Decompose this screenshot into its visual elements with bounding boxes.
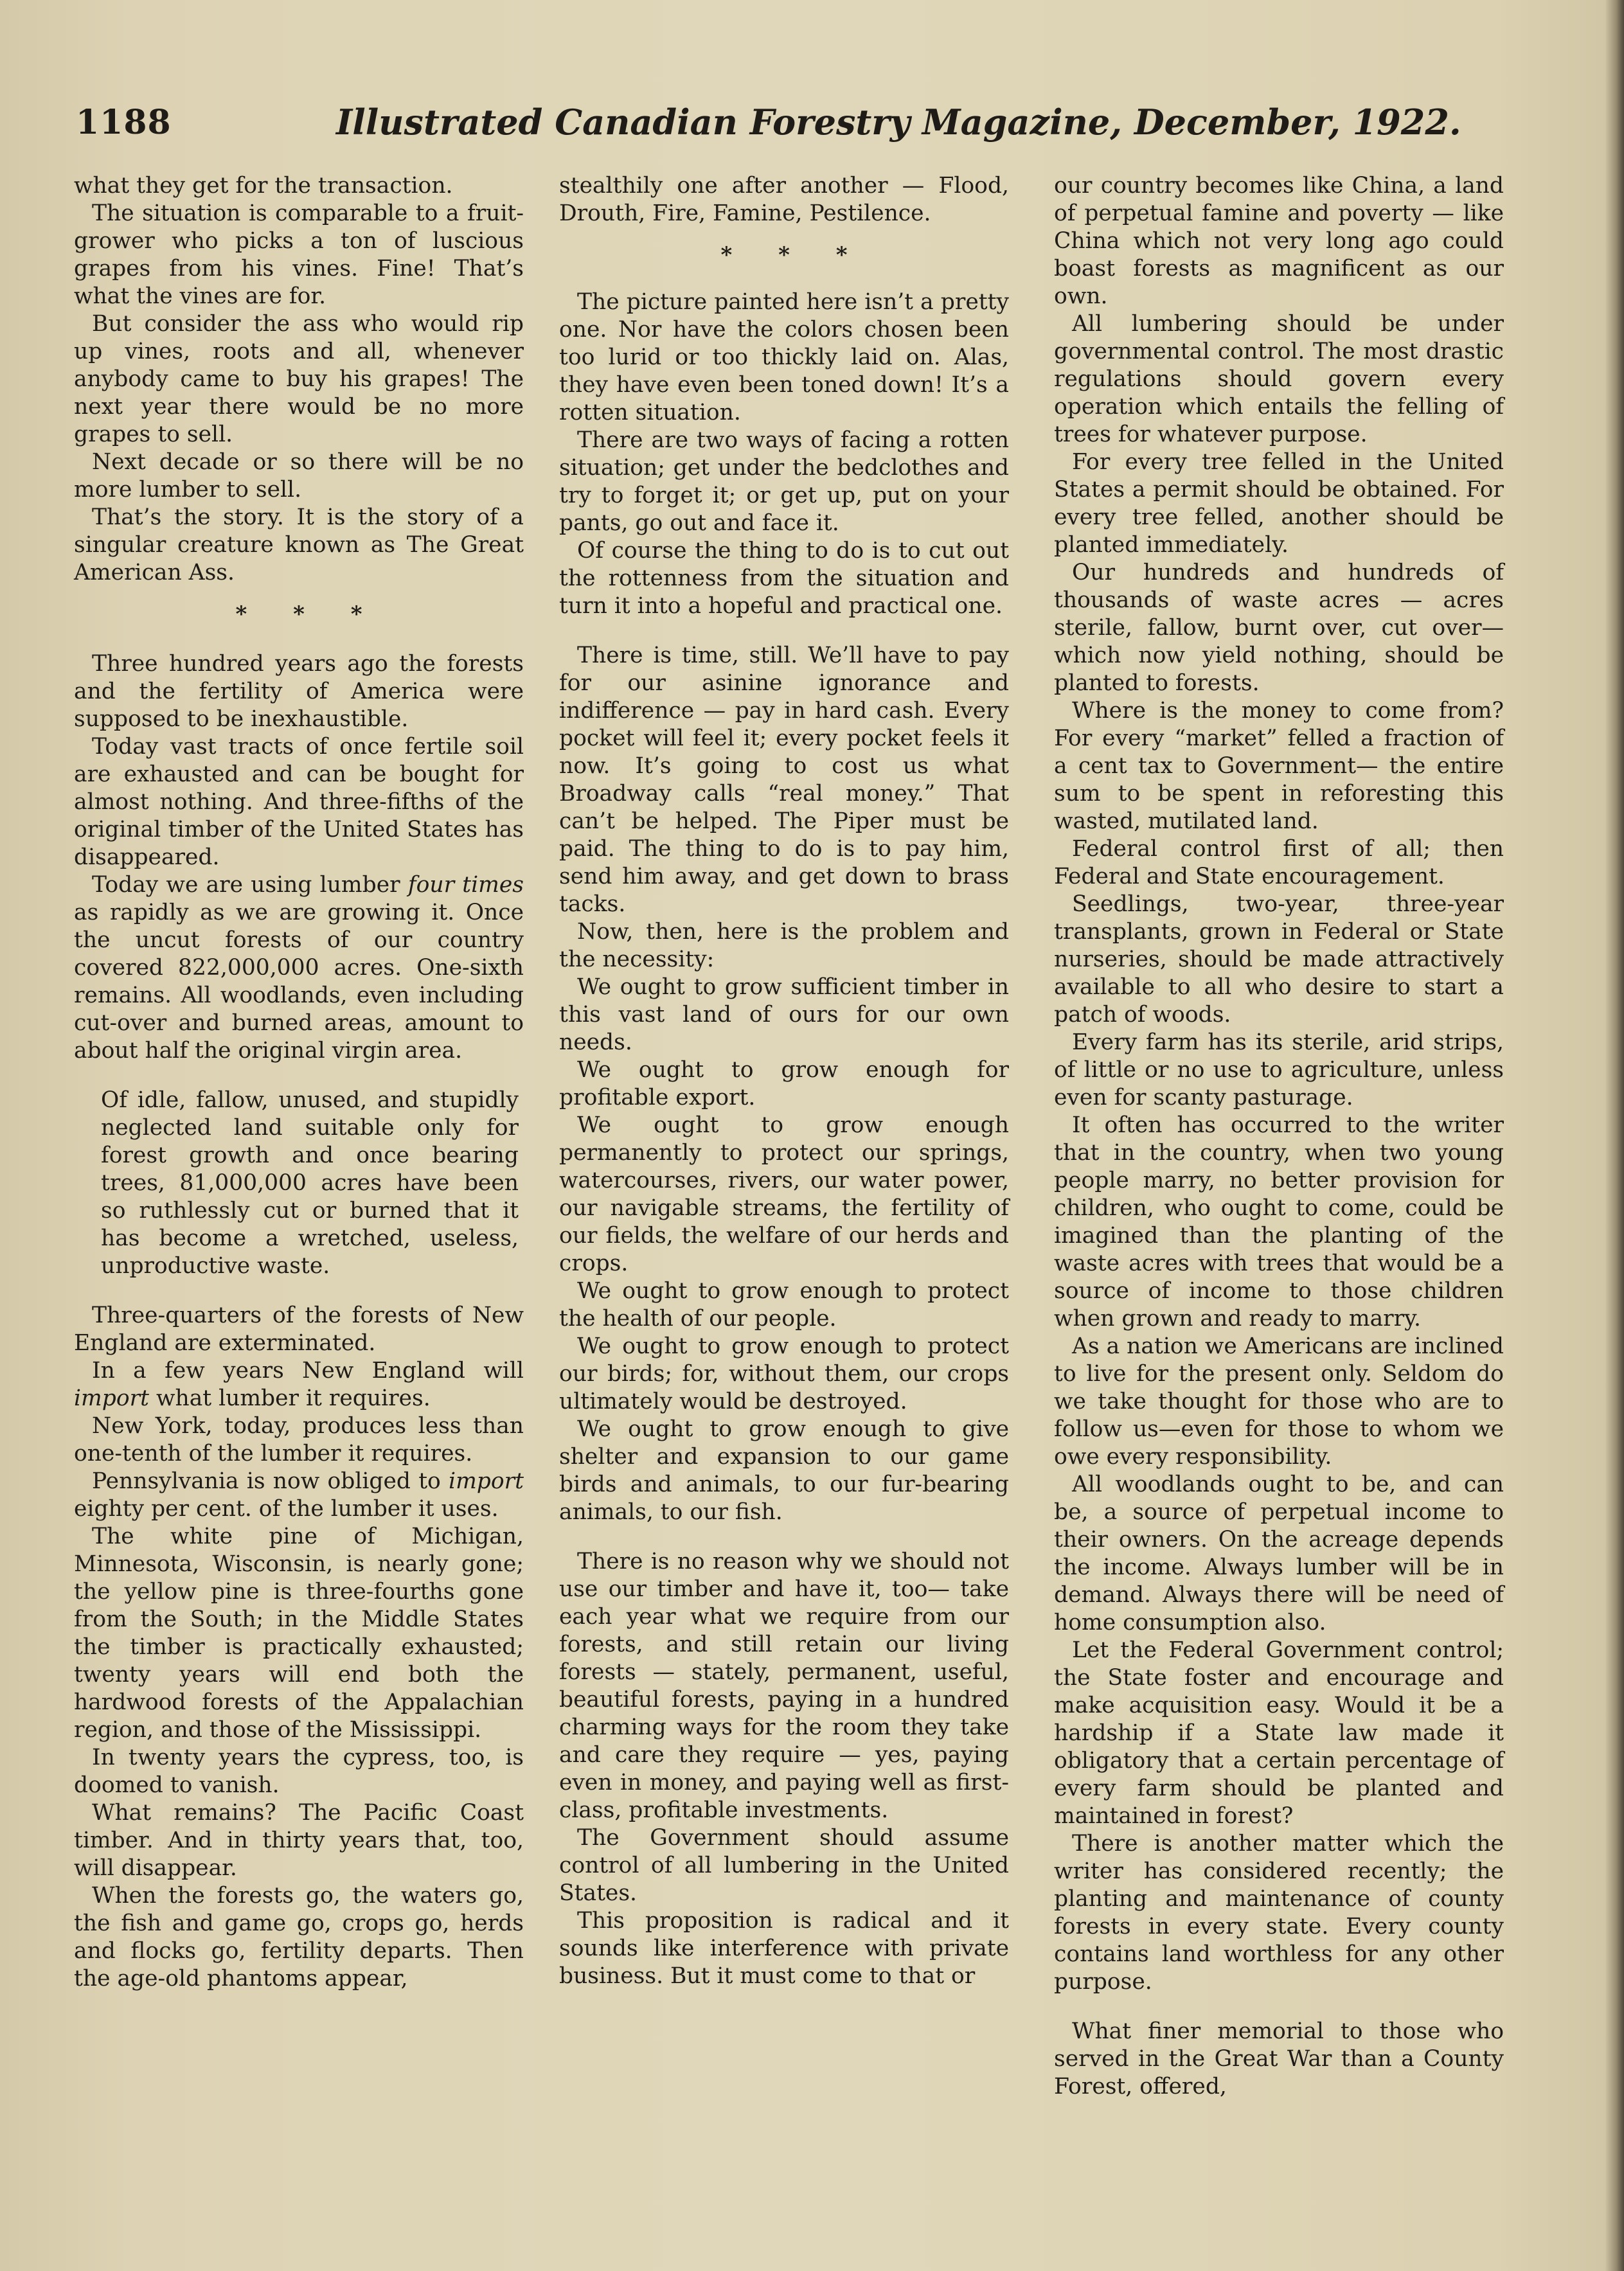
- paragraph: [74, 1357, 524, 1412]
- paragraph: This proposition is radical and it sounds like interference with private business. But it must come to that or: [559, 1908, 1009, 1989]
- paragraph: Every farm has its sterile, arid strips, of little or no use to agriculture, unless even for scanty pasturage.: [1054, 1029, 1504, 1110]
- paragraph: We ought to grow enough to give shelter and expansion to our game birds and animals, to our fur-bearing animals, to our fish.: [559, 1416, 1009, 1525]
- section-separator: * * *: [720, 242, 867, 268]
- paragraph: The white pine of Michigan, Minnesota, Wisconsin, is nearly gone; the yellow pine is three-fourths gone from the South; in the Middle States the timber is practically exhausted; twenty years will end both the hardwood forests of the Appalachian region, and those of the Mississippi.: [74, 1524, 524, 1743]
- paragraph: Now, then, here is the problem and the necessity:: [559, 919, 1009, 972]
- paragraph: New York, today, produces less than one-tenth of the lumber it requires.: [74, 1413, 524, 1466]
- emphasis: import: [449, 1468, 524, 1494]
- paragraph: The picture painted here isn’t a pretty one. Nor have the colors chosen been too lurid or too thickly laid on. Alas, they have even been toned down! It’s a rotten situation.: [559, 289, 1009, 425]
- text-column-2: [559, 172, 1009, 1990]
- paragraph: what they get for the transaction.: [74, 173, 453, 199]
- paragraph: We ought to grow enough for profitable export.: [559, 1057, 1009, 1110]
- paragraph: Of course the thing to do is to cut out the rottenness from the situation and turn it into a hopeful and practical one.: [559, 538, 1009, 619]
- paragraph: What remains? The Pacific Coast timber. And in thirty years that, too, will disappear.: [74, 1800, 524, 1881]
- paragraph: We ought to grow enough permanently to protect our springs, watercourses, rivers, our water power, our navigable streams, the fertility of our fields, the welfare of our herds and crops.: [559, 1112, 1009, 1276]
- paragraph: As a nation we Americans are inclined to live for the present only. Seldom do we take thought for those who are to follow us—even for those to whom we owe every responsibility.: [1054, 1333, 1504, 1470]
- paragraph: When the forests go, the waters go, the fish and game go, crops go, herds and flocks go, fertility departs. Then the age-old phantoms appear,: [74, 1883, 524, 1991]
- paragraph: It often has occurred to the writer that in the country, when two young people marry, no better provision for children, who ought to come, could be imagined than the planting of the waste acres with trees that would be a source of income to those children when grown and ready to marry.: [1054, 1112, 1504, 1331]
- paragraph: [74, 1468, 524, 1523]
- paragraph: Today vast tracts of once fertile soil are exhausted and can be bought for almost nothing. And three-fifths of the original timber of the United States has disappeared.: [74, 734, 524, 870]
- paragraph: our country becomes like China, a land of perpetual famine and poverty — like China which not very long ago could boast forests as magnificent as our own.: [1054, 173, 1504, 309]
- paragraph: Where is the money to come from? For every “market” felled a fraction of a cent tax to Government— the entire sum to be spent in reforesting this wasted, mutilated land.: [1054, 698, 1504, 834]
- text-run: Today we are using lumber: [92, 872, 400, 898]
- paragraph: We ought to grow enough to protect the health of our people.: [559, 1278, 1009, 1331]
- section-separator: * * *: [235, 601, 382, 627]
- text-run: In a few years New England will: [92, 1358, 524, 1384]
- paragraph: Federal control first of all; then Federal and State encouragement.: [1054, 836, 1504, 889]
- paragraph: What finer memorial to those who served in the Great War than a County Forest, offered,: [1054, 2018, 1504, 2099]
- text-run: Pennsylvania is now obliged to: [92, 1468, 441, 1494]
- text-run: what lumber it requires.: [156, 1385, 431, 1411]
- paragraph: There is no reason why we should not use our timber and have it, too— take each year what we require from our forests, and still retain our living forests — stately, permanent, useful, beautiful forests, paying in a hundred charming ways for the room they take and care they require — yes, paying even in money, and paying well as first-class, profitable investments.: [559, 1549, 1009, 1823]
- emphasis: four times: [407, 872, 524, 898]
- paragraph: There is another matter which the writer has considered recently; the planting and maintenance of county forests in every state. Every county contains land worthless for any other purpose.: [1054, 1831, 1504, 1995]
- paragraph: We ought to grow enough to protect our birds; for, without them, our crops ultimately would be destroyed.: [559, 1333, 1009, 1414]
- paragraph: We ought to grow sufficient timber in this vast land of ours for our own needs.: [559, 974, 1009, 1055]
- paragraph: All woodlands ought to be, and can be, a source of perpetual income to their owners. On the acreage depends the income. Always lumber will be in demand. Always there will be need of home consumption also.: [1054, 1472, 1504, 1635]
- paragraph: For every tree felled in the United States a permit should be obtained. For every tree felled, another should be planted immediately.: [1054, 449, 1504, 558]
- paragraph: That’s the story. It is the story of a singular creature known as The Great American Ass.: [74, 504, 524, 585]
- paragraph: There are two ways of facing a rotten situation; get under the bedclothes and try to forget it; or get up, put on your pants, go out and face it.: [559, 427, 1009, 536]
- page-number: 1188: [76, 103, 172, 142]
- paragraph: Let the Federal Government control; the State foster and encourage and make acquisition easy. Would it be a hardship if a State law made it obligatory that a certain percentage of every farm should be planted and maintained in forest?: [1054, 1637, 1504, 1829]
- paragraph: [74, 871, 524, 1065]
- paragraph: All lumbering should be under governmental control. The most drastic regulations should govern every operation which entails the felling of trees for whatever purpose.: [1054, 311, 1504, 447]
- emphasis: import: [74, 1385, 149, 1411]
- paragraph: There is time, still. We’ll have to pay for our asinine ignorance and indifference — pay in hard cash. Every pocket will feel it; every pocket feels it now. It’s going to cost us what Broadway calls “real money.” That can’t be helped. The Piper must be paid. The thing to do is to pay him, send him away, and get down to brass tacks.: [559, 643, 1009, 917]
- paragraph: stealthily one after another — Flood, Drouth, Fire, Famine, Pestilence.: [559, 173, 1009, 226]
- paragraph: The situation is comparable to a fruit-grower who picks a ton of luscious grapes from his vines. Fine! That’s what the vines are for.: [74, 200, 524, 309]
- text-run: eighty per cent. of the lumber it uses.: [74, 1496, 499, 1522]
- paragraph: Next decade or so there will be no more lumber to sell.: [74, 449, 524, 503]
- text-run: as rapidly as we are growing it. Once the uncut forests of our country covered 822,000,000 acres. One-sixth remains. All woodlands, even including cut-over and burned areas, amount to about half the original virgin area.: [74, 900, 524, 1064]
- paragraph: Seedlings, two-year, three-year transplants, grown in Federal or State nurseries, should be made attractively available to all who desire to start a patch of woods.: [1054, 891, 1504, 1028]
- paragraph: Our hundreds and hundreds of thousands of waste acres — acres sterile, fallow, burnt over, cut over— which now yield nothing, should be planted to forests.: [1054, 560, 1504, 696]
- page-header: [76, 96, 1461, 154]
- text-column-1: [74, 172, 524, 1993]
- paragraph: Three hundred years ago the forests and the fertility of America were supposed to be inexhaustible.: [74, 651, 524, 732]
- paragraph: Three-quarters of the forests of New England are exterminated.: [74, 1303, 524, 1356]
- indented-paragraph: Of idle, fallow, unused, and stupidly neglected land suitable only for forest growth and once bearing trees, 81,000,000 acres have been so ruthlessly cut or burned that it has become a wretched, useless, unproductive waste.: [101, 1087, 519, 1279]
- paragraph: In twenty years the cypress, too, is doomed to vanish.: [74, 1745, 524, 1798]
- text-column-3: [1054, 172, 1504, 2101]
- running-title: Illustrated Canadian Forestry Magazine, December, 1922.: [336, 102, 1461, 143]
- paragraph: The Government should assume control of all lumbering in the United States.: [559, 1825, 1009, 1906]
- paragraph: But consider the ass who would rip up vines, roots and all, whenever anybody came to buy his grapes! The next year there would be no more grapes to sell.: [74, 311, 524, 447]
- page-edge-shadow: [1605, 0, 1624, 2271]
